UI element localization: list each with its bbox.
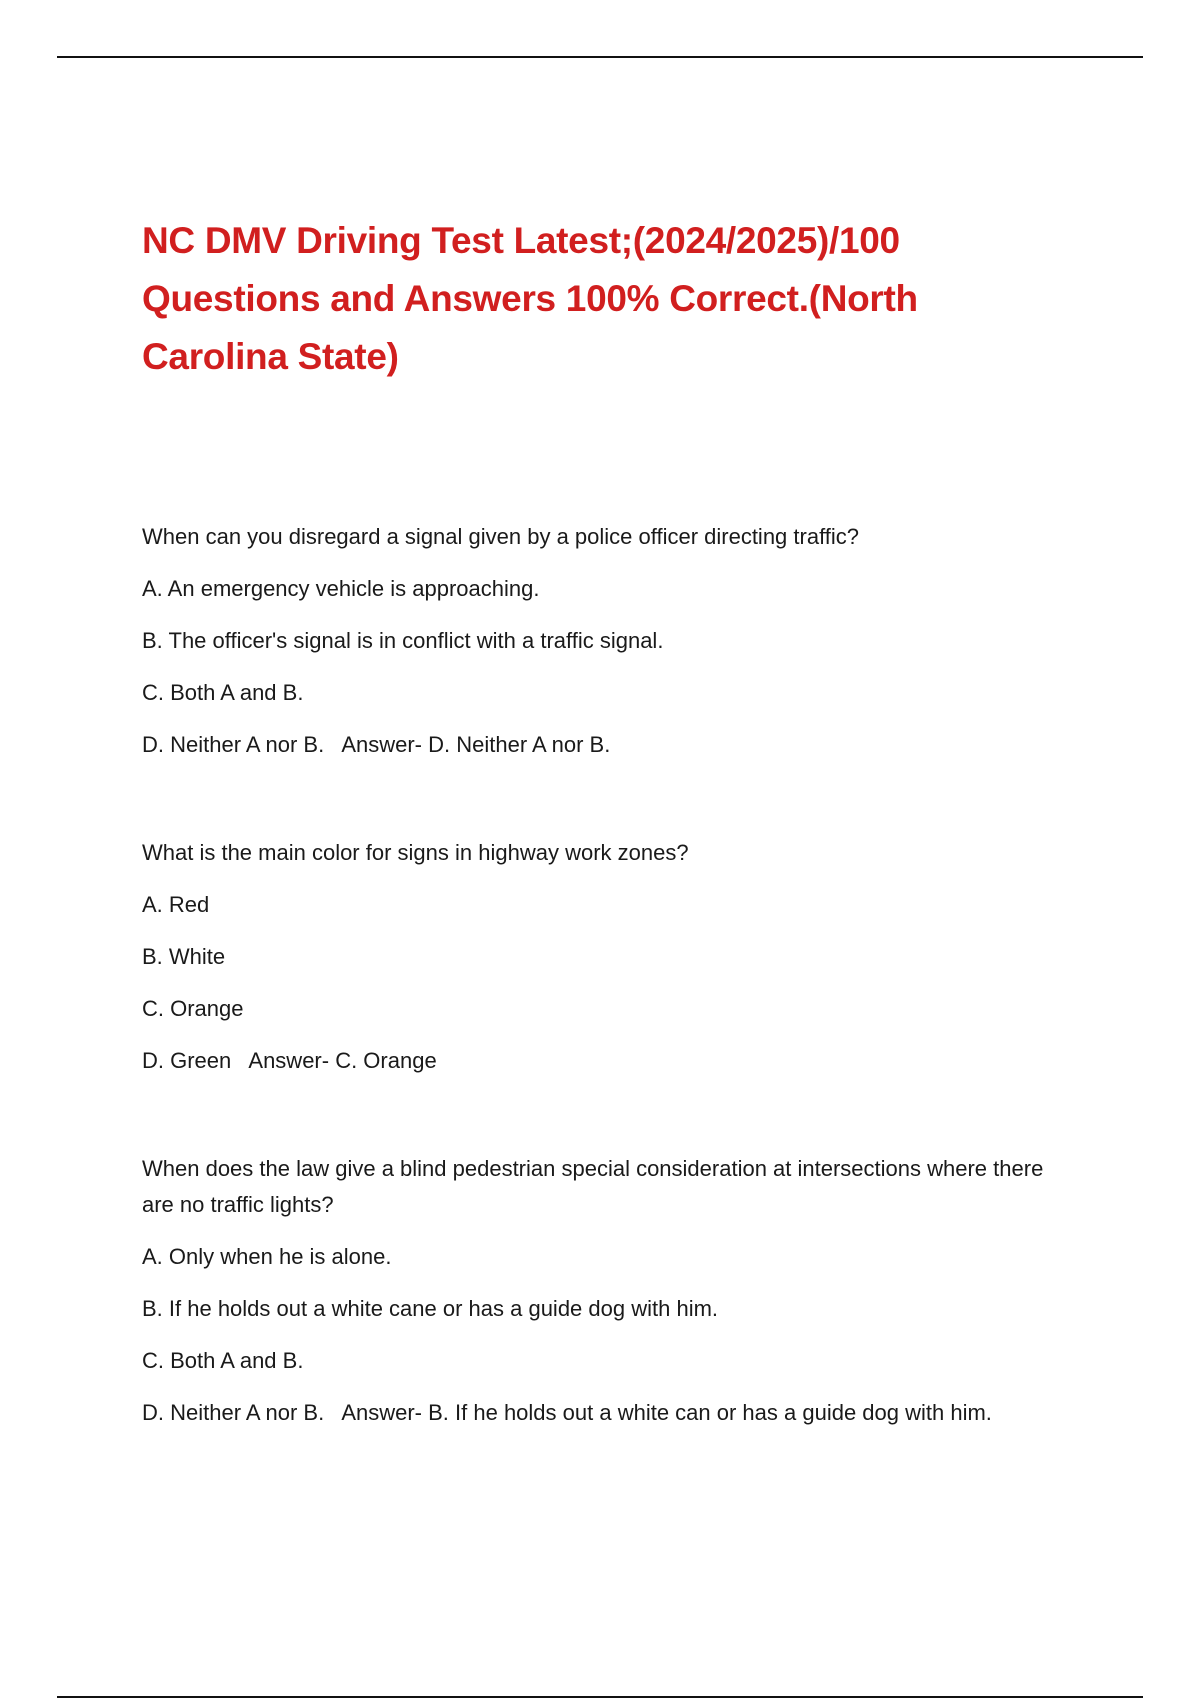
- option-d-text: D. Green: [142, 1048, 232, 1073]
- option-d: [142, 727, 1072, 763]
- bottom-rule: [57, 1696, 1143, 1698]
- option-list: [142, 1239, 1072, 1431]
- answer-text: Answer- B. If he holds out a white can or has a guide dog with him.: [341, 1400, 992, 1425]
- option-d: [142, 1395, 1072, 1431]
- question-block-3: [142, 1151, 1072, 1431]
- option-d-text: D. Neither A nor B.: [142, 1400, 325, 1425]
- option-c-text: C. Both A and B.: [142, 680, 304, 705]
- option-c: [142, 1343, 1072, 1379]
- option-c-text: C. Both A and B.: [142, 1348, 304, 1373]
- option-b-text: B. If he holds out a white cane or has a guide dog with him.: [142, 1296, 719, 1321]
- top-rule: [57, 56, 1143, 58]
- option-a-text: A. Red: [142, 892, 210, 917]
- option-b: [142, 1291, 1072, 1327]
- option-c-text: C. Orange: [142, 996, 244, 1021]
- option-d: [142, 1043, 1072, 1079]
- question-text: What is the main color for signs in highway work zones?: [142, 840, 689, 865]
- option-d-text: D. Neither A nor B.: [142, 732, 325, 757]
- question-block-2: [142, 835, 1072, 1079]
- answer-text: Answer- D. Neither A nor B.: [341, 732, 611, 757]
- document-title: NC DMV Driving Test Latest;(2024/2025)/100 Questions and Answers 100% Correct.(North Carolina State): [142, 220, 918, 377]
- option-list: [142, 887, 1072, 1079]
- option-a-text: A. Only when he is alone.: [142, 1244, 392, 1269]
- option-a-text: A. An emergency vehicle is approaching.: [142, 576, 540, 601]
- option-b-text: B. The officer's signal is in conflict with a traffic signal.: [142, 628, 664, 653]
- option-c: [142, 991, 1072, 1027]
- option-b: [142, 939, 1072, 975]
- question-text: When does the law give a blind pedestrian special consideration at intersections where there are no traffic lights?: [142, 1156, 1044, 1217]
- question-block-1: [142, 519, 1072, 763]
- option-a: [142, 1239, 1072, 1275]
- option-a: [142, 887, 1072, 923]
- answer-text: Answer- C. Orange: [248, 1048, 437, 1073]
- question-text: When can you disregard a signal given by a police officer directing traffic?: [142, 524, 860, 549]
- option-a: [142, 571, 1072, 607]
- option-c: [142, 675, 1072, 711]
- document-body: [142, 212, 1072, 1431]
- option-b-text: B. White: [142, 944, 226, 969]
- option-list: [142, 571, 1072, 763]
- option-b: [142, 623, 1072, 659]
